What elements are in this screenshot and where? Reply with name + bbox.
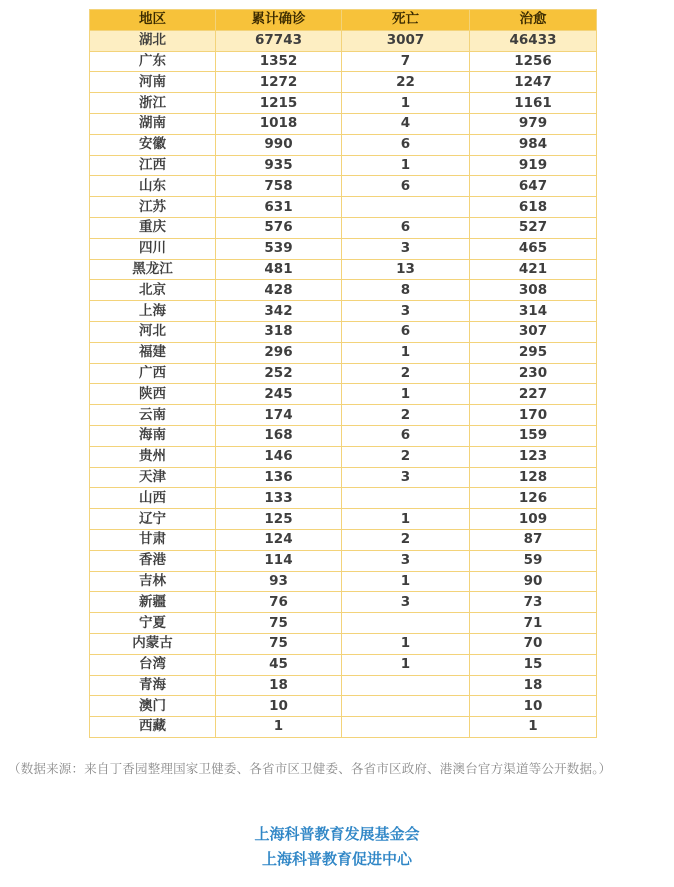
cell-confirmed: 45 bbox=[216, 654, 342, 675]
cell-deaths: 3 bbox=[342, 592, 470, 613]
header-deaths: 死亡 bbox=[342, 10, 470, 31]
table-row bbox=[90, 675, 597, 696]
table-row bbox=[90, 405, 597, 426]
cell-recovered: 90 bbox=[470, 571, 597, 592]
cell-deaths bbox=[342, 675, 470, 696]
table-row bbox=[90, 321, 597, 342]
cell-deaths: 1 bbox=[342, 93, 470, 114]
cell-confirmed: 252 bbox=[216, 363, 342, 384]
cell-confirmed: 146 bbox=[216, 446, 342, 467]
cell-recovered: 18 bbox=[470, 675, 597, 696]
cell-recovered: 70 bbox=[470, 633, 597, 654]
table-row bbox=[90, 529, 597, 550]
table-row bbox=[90, 509, 597, 530]
org-name-center: 上海科普教育促进中心 bbox=[261, 850, 412, 868]
cell-confirmed: 1352 bbox=[216, 51, 342, 72]
cell-recovered: 1256 bbox=[470, 51, 597, 72]
cell-region: 吉林 bbox=[90, 571, 216, 592]
cell-region: 澳门 bbox=[90, 696, 216, 717]
cell-region: 福建 bbox=[90, 342, 216, 363]
cell-confirmed: 10 bbox=[216, 696, 342, 717]
table-row bbox=[90, 217, 597, 238]
cell-deaths: 2 bbox=[342, 405, 470, 426]
cell-region: 河南 bbox=[90, 72, 216, 93]
org-name-foundation: 上海科普教育发展基金会 bbox=[254, 825, 420, 843]
cell-confirmed: 318 bbox=[216, 321, 342, 342]
cell-deaths: 1 bbox=[342, 633, 470, 654]
cell-region: 黑龙江 bbox=[90, 259, 216, 280]
table-header-row bbox=[90, 10, 597, 31]
cell-region: 天津 bbox=[90, 467, 216, 488]
table-row bbox=[90, 488, 597, 509]
table-row bbox=[90, 550, 597, 571]
cell-recovered: 647 bbox=[470, 176, 597, 197]
table-row bbox=[90, 176, 597, 197]
cell-region: 河北 bbox=[90, 321, 216, 342]
cell-deaths: 3 bbox=[342, 467, 470, 488]
cell-region: 上海 bbox=[90, 301, 216, 322]
cell-recovered: 59 bbox=[470, 550, 597, 571]
cell-region: 辽宁 bbox=[90, 509, 216, 530]
cell-recovered: 1 bbox=[470, 717, 597, 738]
cell-recovered: 307 bbox=[470, 321, 597, 342]
cell-recovered: 421 bbox=[470, 259, 597, 280]
table-row bbox=[90, 93, 597, 114]
cell-recovered: 128 bbox=[470, 467, 597, 488]
cell-deaths: 1 bbox=[342, 571, 470, 592]
cell-deaths: 1 bbox=[342, 509, 470, 530]
table-row bbox=[90, 72, 597, 93]
cell-deaths: 22 bbox=[342, 72, 470, 93]
cell-region: 浙江 bbox=[90, 93, 216, 114]
cell-deaths: 2 bbox=[342, 363, 470, 384]
table-row bbox=[90, 301, 597, 322]
cell-deaths: 13 bbox=[342, 259, 470, 280]
table-row bbox=[90, 425, 597, 446]
cell-deaths: 3 bbox=[342, 238, 470, 259]
cell-recovered: 984 bbox=[470, 134, 597, 155]
table-row bbox=[90, 571, 597, 592]
cell-recovered: 979 bbox=[470, 113, 597, 134]
cell-confirmed: 481 bbox=[216, 259, 342, 280]
cell-region: 江西 bbox=[90, 155, 216, 176]
cell-recovered: 227 bbox=[470, 384, 597, 405]
cell-region: 云南 bbox=[90, 405, 216, 426]
cell-recovered: 87 bbox=[470, 529, 597, 550]
cell-region: 新疆 bbox=[90, 592, 216, 613]
cell-confirmed: 935 bbox=[216, 155, 342, 176]
header-confirmed: 累计确诊 bbox=[216, 10, 342, 31]
cell-deaths: 4 bbox=[342, 113, 470, 134]
cell-deaths bbox=[342, 488, 470, 509]
cell-deaths: 3 bbox=[342, 550, 470, 571]
table-row bbox=[90, 342, 597, 363]
cell-confirmed: 136 bbox=[216, 467, 342, 488]
table-row bbox=[90, 113, 597, 134]
cell-region: 湖南 bbox=[90, 113, 216, 134]
table-row bbox=[90, 384, 597, 405]
cell-region: 甘肃 bbox=[90, 529, 216, 550]
epidemic-stats-table bbox=[89, 9, 597, 738]
source-note: （数据来源：来自丁香园整理国家卫健委、各省市区卫健委、各省市区政府、港澳台官方渠道等公开数据。） bbox=[8, 761, 612, 776]
table-row bbox=[90, 696, 597, 717]
cell-confirmed: 124 bbox=[216, 529, 342, 550]
cell-deaths bbox=[342, 717, 470, 738]
cell-deaths: 8 bbox=[342, 280, 470, 301]
cell-region: 北京 bbox=[90, 280, 216, 301]
cell-confirmed: 133 bbox=[216, 488, 342, 509]
cell-confirmed: 342 bbox=[216, 301, 342, 322]
cell-deaths: 6 bbox=[342, 217, 470, 238]
cell-recovered: 73 bbox=[470, 592, 597, 613]
cell-confirmed: 1215 bbox=[216, 93, 342, 114]
table-row bbox=[90, 633, 597, 654]
table-row bbox=[90, 613, 597, 634]
cell-region: 西藏 bbox=[90, 717, 216, 738]
cell-confirmed: 125 bbox=[216, 509, 342, 530]
header-recovered: 治愈 bbox=[470, 10, 597, 31]
cell-recovered: 230 bbox=[470, 363, 597, 384]
cell-region: 内蒙古 bbox=[90, 633, 216, 654]
cell-region: 四川 bbox=[90, 238, 216, 259]
cell-deaths: 3007 bbox=[342, 30, 470, 51]
cell-confirmed: 114 bbox=[216, 550, 342, 571]
cell-recovered: 1247 bbox=[470, 72, 597, 93]
table-row bbox=[90, 363, 597, 384]
cell-region: 宁夏 bbox=[90, 613, 216, 634]
cell-recovered: 10 bbox=[470, 696, 597, 717]
cell-deaths: 2 bbox=[342, 529, 470, 550]
cell-recovered: 527 bbox=[470, 217, 597, 238]
cell-confirmed: 75 bbox=[216, 613, 342, 634]
cell-deaths: 1 bbox=[342, 155, 470, 176]
cell-region: 广东 bbox=[90, 51, 216, 72]
cell-confirmed: 75 bbox=[216, 633, 342, 654]
cell-region: 山西 bbox=[90, 488, 216, 509]
cell-recovered: 109 bbox=[470, 509, 597, 530]
cell-deaths: 2 bbox=[342, 446, 470, 467]
table-row bbox=[90, 30, 597, 51]
table-row bbox=[90, 197, 597, 218]
cell-recovered: 170 bbox=[470, 405, 597, 426]
cell-confirmed: 990 bbox=[216, 134, 342, 155]
cell-region: 安徽 bbox=[90, 134, 216, 155]
cell-recovered: 1161 bbox=[470, 93, 597, 114]
cell-region: 湖北 bbox=[90, 30, 216, 51]
table-row bbox=[90, 467, 597, 488]
cell-region: 海南 bbox=[90, 425, 216, 446]
table-row bbox=[90, 280, 597, 301]
table-row bbox=[90, 51, 597, 72]
table-row bbox=[90, 238, 597, 259]
cell-recovered: 314 bbox=[470, 301, 597, 322]
cell-confirmed: 539 bbox=[216, 238, 342, 259]
cell-recovered: 126 bbox=[470, 488, 597, 509]
cell-confirmed: 1018 bbox=[216, 113, 342, 134]
cell-confirmed: 174 bbox=[216, 405, 342, 426]
cell-confirmed: 67743 bbox=[216, 30, 342, 51]
cell-confirmed: 18 bbox=[216, 675, 342, 696]
cell-deaths bbox=[342, 696, 470, 717]
cell-region: 香港 bbox=[90, 550, 216, 571]
cell-confirmed: 296 bbox=[216, 342, 342, 363]
cell-confirmed: 76 bbox=[216, 592, 342, 613]
cell-deaths: 1 bbox=[342, 654, 470, 675]
cell-region: 山东 bbox=[90, 176, 216, 197]
cell-confirmed: 428 bbox=[216, 280, 342, 301]
cell-region: 青海 bbox=[90, 675, 216, 696]
table-row bbox=[90, 654, 597, 675]
cell-deaths: 6 bbox=[342, 134, 470, 155]
cell-recovered: 465 bbox=[470, 238, 597, 259]
cell-recovered: 123 bbox=[470, 446, 597, 467]
header-region: 地区 bbox=[90, 10, 216, 31]
cell-confirmed: 758 bbox=[216, 176, 342, 197]
cell-confirmed: 631 bbox=[216, 197, 342, 218]
table-row bbox=[90, 592, 597, 613]
cell-confirmed: 1 bbox=[216, 717, 342, 738]
cell-deaths bbox=[342, 613, 470, 634]
cell-deaths bbox=[342, 197, 470, 218]
cell-recovered: 15 bbox=[470, 654, 597, 675]
cell-recovered: 919 bbox=[470, 155, 597, 176]
cell-confirmed: 93 bbox=[216, 571, 342, 592]
cell-region: 陕西 bbox=[90, 384, 216, 405]
cell-recovered: 46433 bbox=[470, 30, 597, 51]
cell-recovered: 308 bbox=[470, 280, 597, 301]
cell-confirmed: 245 bbox=[216, 384, 342, 405]
cell-region: 台湾 bbox=[90, 654, 216, 675]
cell-recovered: 618 bbox=[470, 197, 597, 218]
cell-recovered: 295 bbox=[470, 342, 597, 363]
cell-confirmed: 576 bbox=[216, 217, 342, 238]
cell-confirmed: 1272 bbox=[216, 72, 342, 93]
cell-deaths: 1 bbox=[342, 384, 470, 405]
cell-region: 江苏 bbox=[90, 197, 216, 218]
cell-deaths: 6 bbox=[342, 176, 470, 197]
table-row bbox=[90, 134, 597, 155]
cell-confirmed: 168 bbox=[216, 425, 342, 446]
cell-recovered: 71 bbox=[470, 613, 597, 634]
cell-region: 重庆 bbox=[90, 217, 216, 238]
table-row bbox=[90, 717, 597, 738]
cell-region: 广西 bbox=[90, 363, 216, 384]
table-row bbox=[90, 155, 597, 176]
cell-deaths: 6 bbox=[342, 321, 470, 342]
table-row bbox=[90, 259, 597, 280]
table-row bbox=[90, 446, 597, 467]
cell-recovered: 159 bbox=[470, 425, 597, 446]
cell-deaths: 7 bbox=[342, 51, 470, 72]
cell-deaths: 1 bbox=[342, 342, 470, 363]
cell-deaths: 3 bbox=[342, 301, 470, 322]
cell-region: 贵州 bbox=[90, 446, 216, 467]
cell-deaths: 6 bbox=[342, 425, 470, 446]
